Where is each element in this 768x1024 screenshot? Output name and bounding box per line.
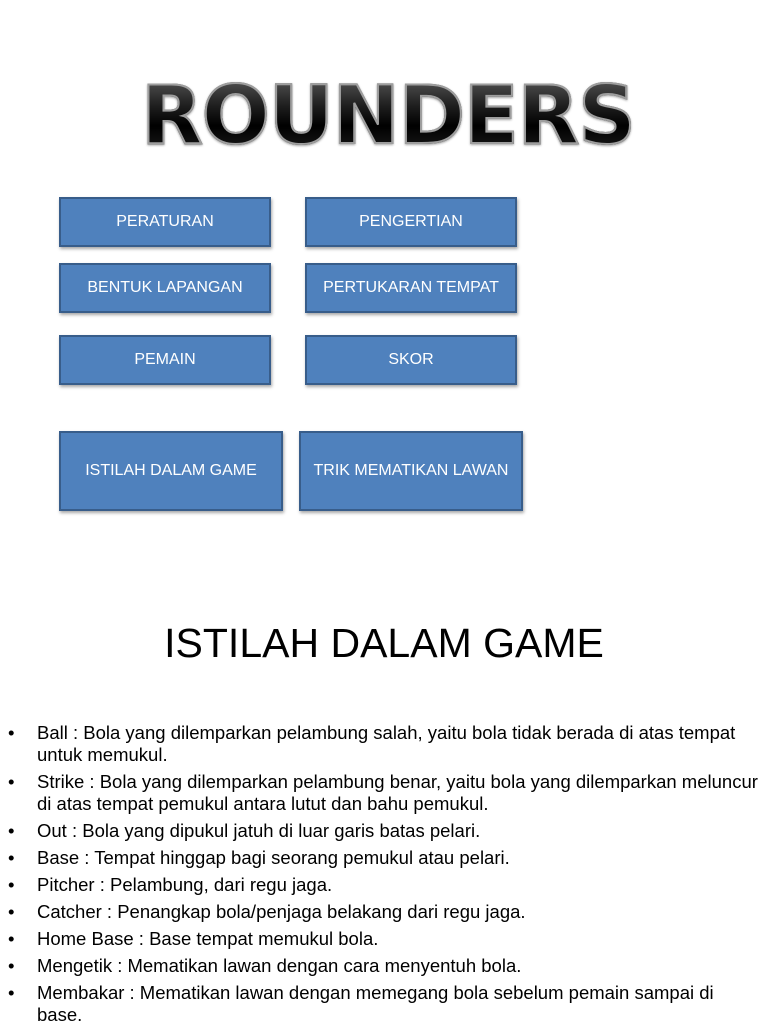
list-item [8, 847, 760, 869]
term-text: Out : Bola yang dipukul jatuh di luar garis batas pelari. [37, 820, 481, 841]
list-item [8, 955, 760, 977]
list-item [8, 982, 760, 1024]
list-item [8, 928, 760, 950]
section-title: ISTILAH DALAM GAME [164, 620, 604, 666]
bullet-icon: • [8, 722, 15, 743]
peraturan-button[interactable]: PERATURAN [59, 197, 271, 247]
list-item [8, 874, 760, 896]
list-item [8, 901, 760, 923]
terms-list [8, 722, 760, 1024]
page-title: ROUNDERS [0, 66, 768, 166]
term-text: Mengetik : Mematikan lawan dengan cara menyentuh bola. [37, 955, 522, 976]
term-text: Pitcher : Pelambung, dari regu jaga. [37, 874, 333, 895]
bullet-icon: • [8, 874, 15, 895]
istilah-dalam-game-button[interactable]: ISTILAH DALAM GAME [59, 431, 283, 511]
term-text: Home Base : Base tempat memukul bola. [37, 928, 379, 949]
skor-button[interactable]: SKOR [305, 335, 517, 385]
pemain-button[interactable]: PEMAIN [59, 335, 271, 385]
term-text: Base : Tempat hinggap bagi seorang pemukul atau pelari. [37, 847, 510, 868]
term-text: Catcher : Penangkap bola/penjaga belakang dari regu jaga. [37, 901, 526, 922]
list-item [8, 820, 760, 842]
bullet-icon: • [8, 901, 15, 922]
list-item [8, 771, 760, 815]
bullet-icon: • [8, 928, 15, 949]
pengertian-button[interactable]: PENGERTIAN [305, 197, 517, 247]
bullet-icon: • [8, 955, 15, 976]
pertukaran-tempat-button[interactable]: PERTUKARAN TEMPAT [305, 263, 517, 313]
term-text: Membakar : Mematikan lawan dengan memegang bola sebelum pemain sampai di base. [37, 982, 714, 1024]
list-item [8, 722, 760, 766]
bullet-icon: • [8, 820, 15, 841]
term-text: Ball : Bola yang dilemparkan pelambung salah, yaitu bola tidak berada di atas tempat untuk memukul. [37, 722, 736, 765]
trik-mematikan-lawan-button[interactable]: TRIK MEMATIKAN LAWAN [299, 431, 523, 511]
term-text: Strike : Bola yang dilemparkan pelambung benar, yaitu bola yang dilemparkan meluncur di atas tempat pemukul antara lutut dan bahu pemukul. [37, 771, 758, 814]
bullet-icon: • [8, 771, 15, 792]
bullet-icon: • [8, 982, 15, 1003]
bullet-icon: • [8, 847, 15, 868]
bentuk-lapangan-button[interactable]: BENTUK LAPANGAN [59, 263, 271, 313]
